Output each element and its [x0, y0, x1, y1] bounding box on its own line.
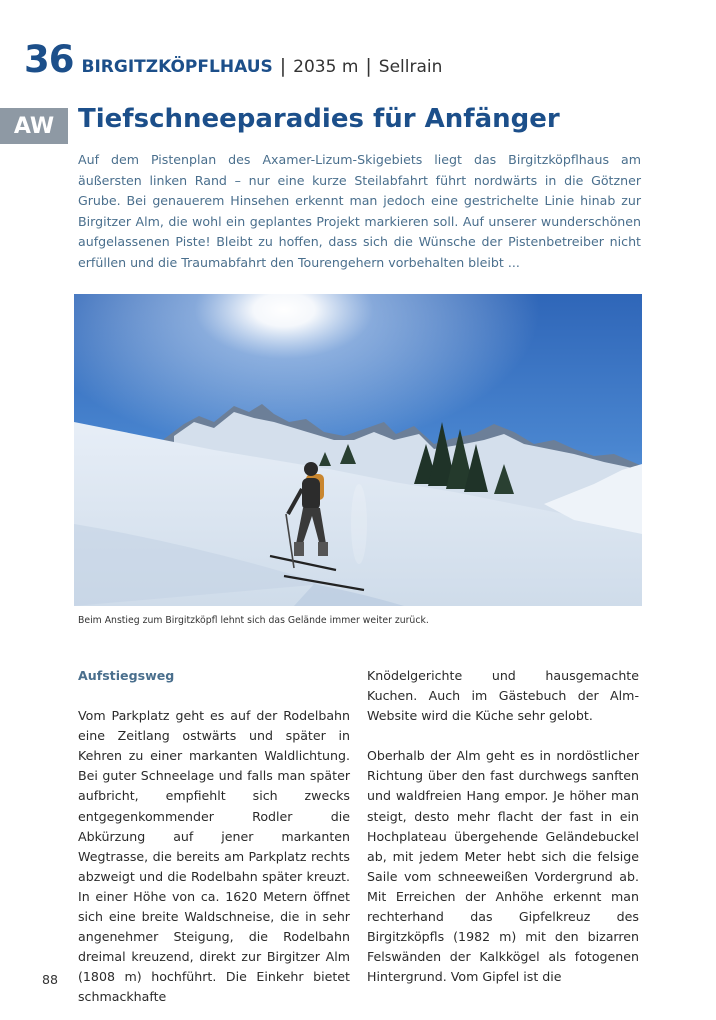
page-title: Tiefschneeparadies für Anfänger: [78, 104, 560, 134]
body-paragraph: Knödelgerichte und hausgemachte Kuchen. Auch im Gästebuch der Alm-Website wird die Küche sehr gelobt.: [367, 668, 639, 724]
body-paragraph: Oberhalb der Alm geht es in nordöstlicher Richtung über den fast durchwegs sanften und waldfreien Hang empor. Je höher man steigt, desto mehr flacht der fast in ein Hochplateau übergehende Geländebuckel ab, mit jedem Meter hebt sich die felsige Saile vom schneeweißen Vordergrund ab. Mit Erreichen der Anhöhe erkennt man rechterhand das Gipfelkreuz des Birgitzköpfls (1982 m) mit den bizarren Felswänden der Kalkkögel als fotogenen Hintergrund. Vom Gipfel ist die: [367, 748, 639, 985]
header-separator: |: [365, 55, 372, 77]
body-paragraph: Vom Parkplatz geht es auf der Rodelbahn eine Zeitlang ostwärts und später in Kehren zu einer markanten Waldlichtung. Bei guter Schneelage und falls man später aufbricht, empfiehlt sich zwecks entgegenkommender Rodler die Abkürzung auf jener markanten Wegtrasse, die bereits am Parkplatz rechts abzweigt und die Rodelbahn später kreuzt. In einer Höhe von ca. 1620 Metern öffnet sich eine breite Waldschneise, die in sehr angenehmer Steigung, die Rodelbahn dreimal kreuzend, direkt zur Birgitzer Alm (1808 m) hochführt. Die Einkehr bietet schmackhafte: [78, 708, 350, 1005]
intro-paragraph: Auf dem Pistenplan des Axamer-Lizum-Skigebiets liegt das Birgitzköpflhaus am äußersten linken Rand – nur eine kurze Steilabfahrt führt nordwärts in die Götzner Grube. Bei genauerem Hinsehen erkennt man jedoch eine gestrichelte Linie hinab zur Birgitzer Alm, die wohl ein geplantes Projekt markieren soll. Auf unserer wunderschönen aufgelassenen Piste! Bleibt zu hoffen, dass sich die Wünsche der Pistenbetreiber nicht erfüllen und die Traumabfahrt den Tourengehern vorbehalten bleibt ...: [78, 152, 641, 270]
text-column-left: [78, 666, 350, 1008]
ski-tour-photo: [74, 294, 642, 606]
section-title: Aufstiegsweg: [78, 668, 175, 683]
hut-name: BIRGITZKÖPFLHAUS: [81, 57, 273, 77]
region: Sellrain: [378, 57, 443, 77]
text-column-right: [367, 666, 639, 987]
difficulty-badge: AW: [0, 108, 68, 144]
page-number: 88: [42, 972, 59, 987]
photo-caption: Beim Anstieg zum Birgitzköpfl lehnt sich das Gelände immer weiter zurück.: [78, 615, 429, 626]
altitude: 2035 m: [293, 57, 359, 77]
page-header: [24, 38, 442, 81]
tour-number: 36: [24, 38, 74, 81]
header-separator: |: [279, 55, 287, 77]
